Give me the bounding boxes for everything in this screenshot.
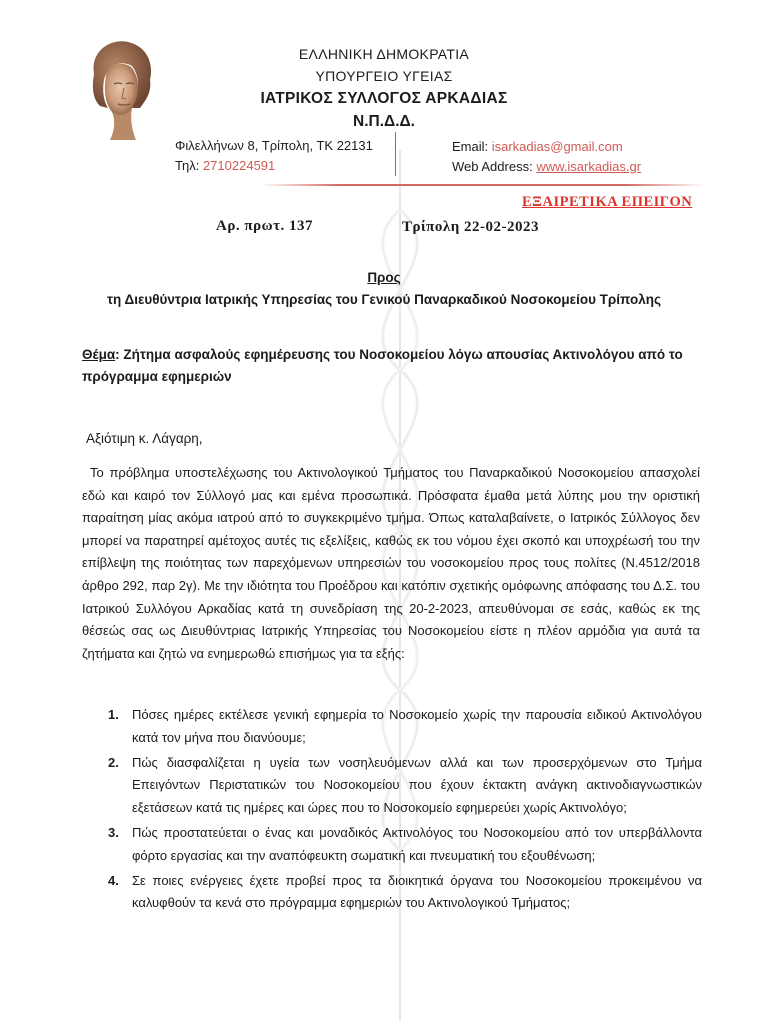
list-item [82,704,702,749]
protocol-number: Αρ. πρωτ. 137 [216,218,313,234]
list-item-text: Πώς διασφαλίζεται η υγεία των νοσηλευόμενων αλλά και των προσερχόμενων στο Τμήμα Επειγόντων Περιστατικών του Νοσοκομείου που έχουν έκτακτη ανάγκη ακτινοδιαγνωστικών εξετάσεων κατά τις ημέρες και ώρες που το Νοσοκομείο εφημερεύει χωρίς Ακτινολόγο; [132,754,702,815]
phone-label: Τηλ: [175,158,203,173]
header-legal-form: Ν.Π.Δ.Δ. [353,113,415,130]
header-country: ΕΛΛΗΝΙΚΗ ΔΗΜΟΚΡΑΤΙΑ [298,46,470,62]
questions-list [82,704,702,917]
web-label: Web Address: [452,159,537,174]
list-item-text: Σε ποιες ενέργειες έχετε προβεί προς τα διοικητικά όργανα του Νοσοκομείου προκειμένου να καλυφθούν τα κενά στο πρόγραμμα εφημεριών του Ακτινολογικού Τμήματος; [132,872,702,911]
phone-number[interactable]: 2710224591 [202,158,276,173]
list-item-number: 1. [108,707,119,722]
phone-line [175,158,275,173]
email-link[interactable]: isarkadias@gmail.com [491,139,623,154]
email-line [452,139,623,154]
recipient: τη Διευθύντρια Ιατρικής Υπηρεσίας του Γενικού Παναρκαδικού Νοσοκομείου Τρίπολης [106,292,662,307]
list-item [82,870,702,915]
subject-text: : Ζήτημα ασφαλούς εφημέρευσης του Νοσοκομείου λόγω απουσίας Ακτινολόγου από το πρόγραμμα εφημεριών [82,347,683,384]
list-item-text: Πώς προστατεύεται ο ένας και μοναδικός Ακτινολόγος του Νοσοκομείου από τον υπερβάλλοντα φόρτο εργασίας και την αναπόφευκτη σωματική και πνευματική του εξουθένωση; [132,824,702,863]
subject [82,344,702,388]
list-item-number: 3. [108,824,119,840]
header-ministry: ΥΠΟΥΡΓΕΙΟ ΥΓΕΙΑΣ [315,68,453,84]
list-item [82,822,702,867]
list-item-number: 4. [108,872,119,888]
letter-date: Τρίπολη 22-02-2023 [402,219,540,235]
greeting: Αξιότιμη κ. Λάγαρη, [86,431,203,446]
urgency-label: ΕΞΑΙΡΕΤΙΚΑ ΕΠΕΙΓΟΝ [522,194,693,210]
list-item-number: 2. [108,754,119,770]
recipient-label: Προς [367,270,401,285]
web-link[interactable]: www.isarkadias.gr [536,159,642,174]
address: Φιλελλήνων 8, Τρίπολη, ΤΚ 22131 [175,138,373,153]
email-label: Email: [452,139,492,154]
contact-divider [395,132,396,176]
web-line [452,159,641,174]
list-item [82,752,702,820]
list-item-text: Πόσες ημέρες εκτέλεσε γενική εφημερία το Νοσοκομείο χωρίς την παρουσία ειδικού Ακτινολόγου κατά τον μήνα που διανύουμε; [132,707,702,745]
header-divider [260,184,705,186]
header-organization: ΙΑΤΡΙΚΟΣ ΣΥΛΛΟΓΟΣ ΑΡΚΑΔΙΑΣ [260,90,508,107]
body-paragraph: Το πρόβλημα υποστελέχωσης του Ακτινολογικού Τμήματος του Παναρκαδικού Νοσοκομείου απασχολεί εδώ και καιρό τον Σύλλογό μας και εμένα προσωπικά. Πρόσφατα έμαθα μετά λύπης μου την οριστική παραίτηση μίας ακόμα ιατρού από το συγκεκριμένο τμήμα. Όπως καταλαβαίνετε, ο Ιατρικός Σύλλογος δεν μπορεί να παρατηρεί αμέτοχος αυτές τις εξελίξεις, καθώς εκ του νόμου έχει σκοπό και υποχρέωσή του την επίβλεψη της ποιότητας των παρεχόμενων υπηρεσιών του νοσοκομείου προς τους πολίτες (Ν.4512/2018 άρθρο 292, παρ 2γ). Με την ιδιότητα του Προέδρου και κατόπιν σχετικής ομόφωνης απόφασης του Δ.Σ. του Ιατρικού Συλλόγου Αρκαδίας κατά τη συνεδρίαση της 20-2-2023, απευθύνομαι σε εσάς, καθώς εκ της θέσεώς σας ως Διευθύντριας Ιατρικής Υπηρεσίας του Νοσοκομείου είστε η πλέον αρμόδια για αυτά τα ζητήματα και ζητώ να ενημερωθώ επισήμως για τα εξής: [82,465,700,661]
subject-label: Θέμα [82,347,116,362]
